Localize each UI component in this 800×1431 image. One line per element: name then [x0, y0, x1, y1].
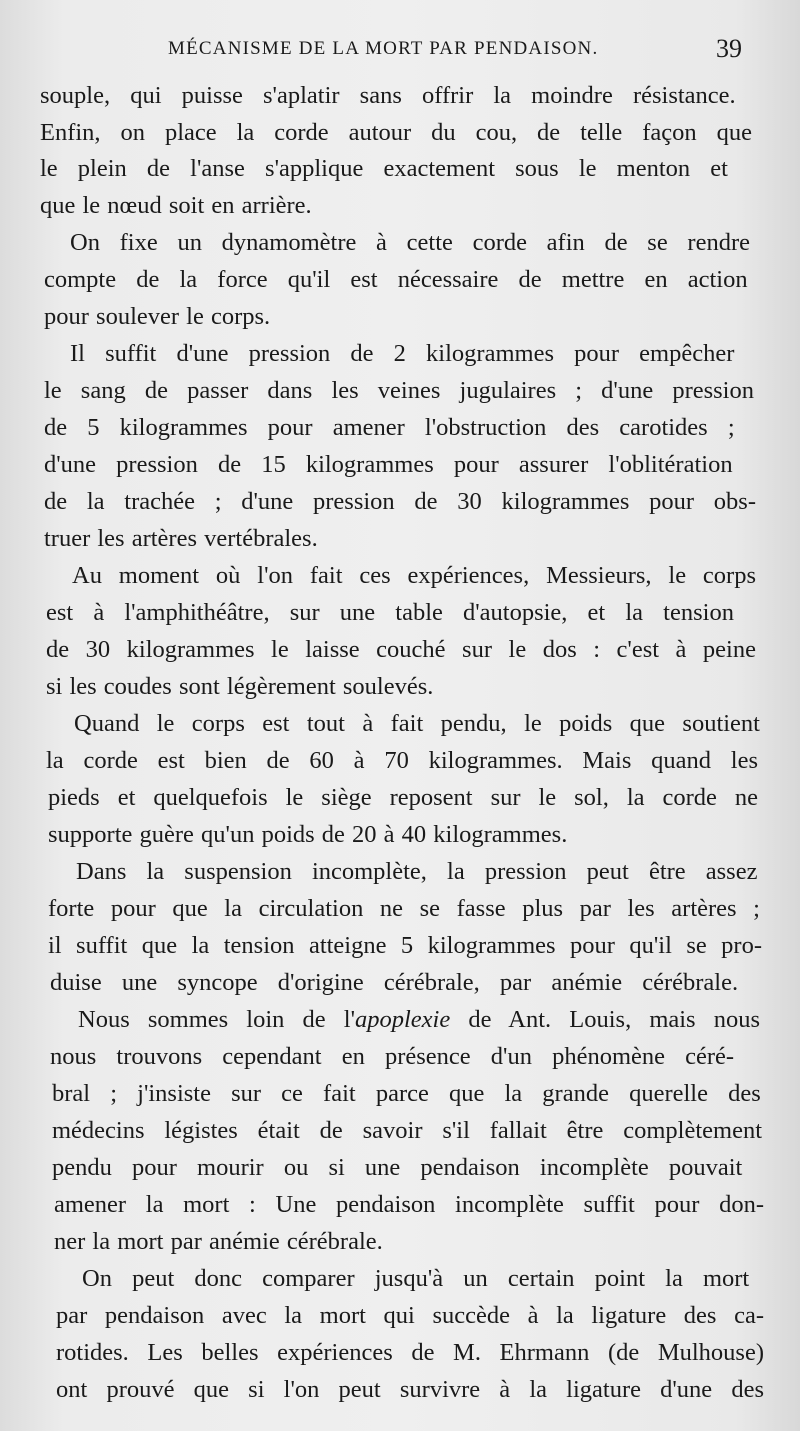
text-line: est à l'amphithéâtre, sur une table d'autopsie, et la tension: [46, 599, 734, 626]
text-line: de la trachée ; d'une pression de 30 kilogrammes pour obs-: [44, 488, 756, 515]
running-title: MÉCANISME DE LA MORT PAR PENDAISON.: [168, 38, 599, 59]
text-line: le plein de l'anse s'applique exactement sous le menton et: [40, 155, 728, 182]
text-line: amener la mort : Une pendaison incomplète suffit pour don-: [54, 1191, 764, 1218]
text-line: que le nœud soit en arrière.: [40, 192, 312, 219]
text-line: Au moment où l'on fait ces expériences, Messieurs, le corps: [72, 562, 756, 589]
text-line: ner la mort par anémie cérébrale.: [54, 1228, 383, 1255]
page-header: [0, 34, 800, 68]
text-line: nous trouvons cependant en présence d'un phénomène céré-: [50, 1043, 735, 1070]
text-line: duise une syncope d'origine cérébrale, par anémie cérébrale.: [50, 969, 739, 996]
text-line: le sang de passer dans les veines jugulaires ; d'une pression: [44, 377, 754, 404]
text-line: d'une pression de 15 kilogrammes pour assurer l'oblitération: [44, 451, 733, 478]
text-line: si les coudes sont légèrement soulevés.: [46, 673, 434, 700]
page-number: 39: [716, 34, 742, 63]
text-line: On fixe un dynamomètre à cette corde afin de se rendre: [70, 229, 750, 256]
text-line: truer les artères vertébrales.: [44, 525, 318, 552]
text-line: pendu pour mourir ou si une pendaison incomplète pouvait: [52, 1154, 743, 1181]
text-line: pour soulever le corps.: [44, 303, 271, 330]
italic-term: apoplexie: [355, 1006, 451, 1033]
text-line: de 5 kilogrammes pour amener l'obstruction des carotides ;: [44, 414, 735, 441]
text-line: médecins légistes était de savoir s'il fallait être complètement: [52, 1117, 762, 1144]
text-line: Quand le corps est tout à fait pendu, le poids que soutient: [74, 710, 760, 737]
text-line: de 30 kilogrammes le laisse couché sur le dos : c'est à peine: [46, 636, 756, 663]
text-line: il suffit que la tension atteigne 5 kilogrammes pour qu'il se pro-: [48, 932, 762, 959]
text-line: pieds et quelquefois le siège reposent sur le sol, la corde ne: [48, 784, 758, 811]
text-line: On peut donc comparer jusqu'à un certain point la mort: [82, 1265, 750, 1292]
text-line: souple, qui puisse s'aplatir sans offrir la moindre résistance.: [40, 82, 736, 109]
text-line: par pendaison avec la mort qui succède à la ligature des ca-: [56, 1302, 764, 1329]
text-line: forte pour que la circulation ne se fasse plus par les artères ;: [48, 895, 760, 922]
text-line: supporte guère qu'un poids de 20 à 40 kilogrammes.: [48, 821, 568, 848]
text-line: Enfin, on place la corde autour du cou, de telle façon que: [40, 119, 752, 146]
text-line: bral ; j'insiste sur ce fait parce que la grande querelle des: [52, 1080, 761, 1107]
text-line: ont prouvé que si l'on peut survivre à la ligature d'une des: [56, 1376, 764, 1403]
text-line: Nous sommes loin de l'apoplexie de Ant. Louis, mais nous: [78, 1006, 761, 1033]
text-line: Il suffit d'une pression de 2 kilogrammes pour empêcher: [70, 340, 735, 367]
text-line: compte de la force qu'il est nécessaire de mettre en action: [44, 266, 748, 293]
text-line: Dans la suspension incomplète, la pression peut être assez: [76, 858, 758, 885]
text-line: rotides. Les belles expériences de M. Ehrmann (de Mulhouse): [56, 1339, 764, 1366]
text-line: la corde est bien de 60 à 70 kilogrammes. Mais quand les: [46, 747, 758, 774]
